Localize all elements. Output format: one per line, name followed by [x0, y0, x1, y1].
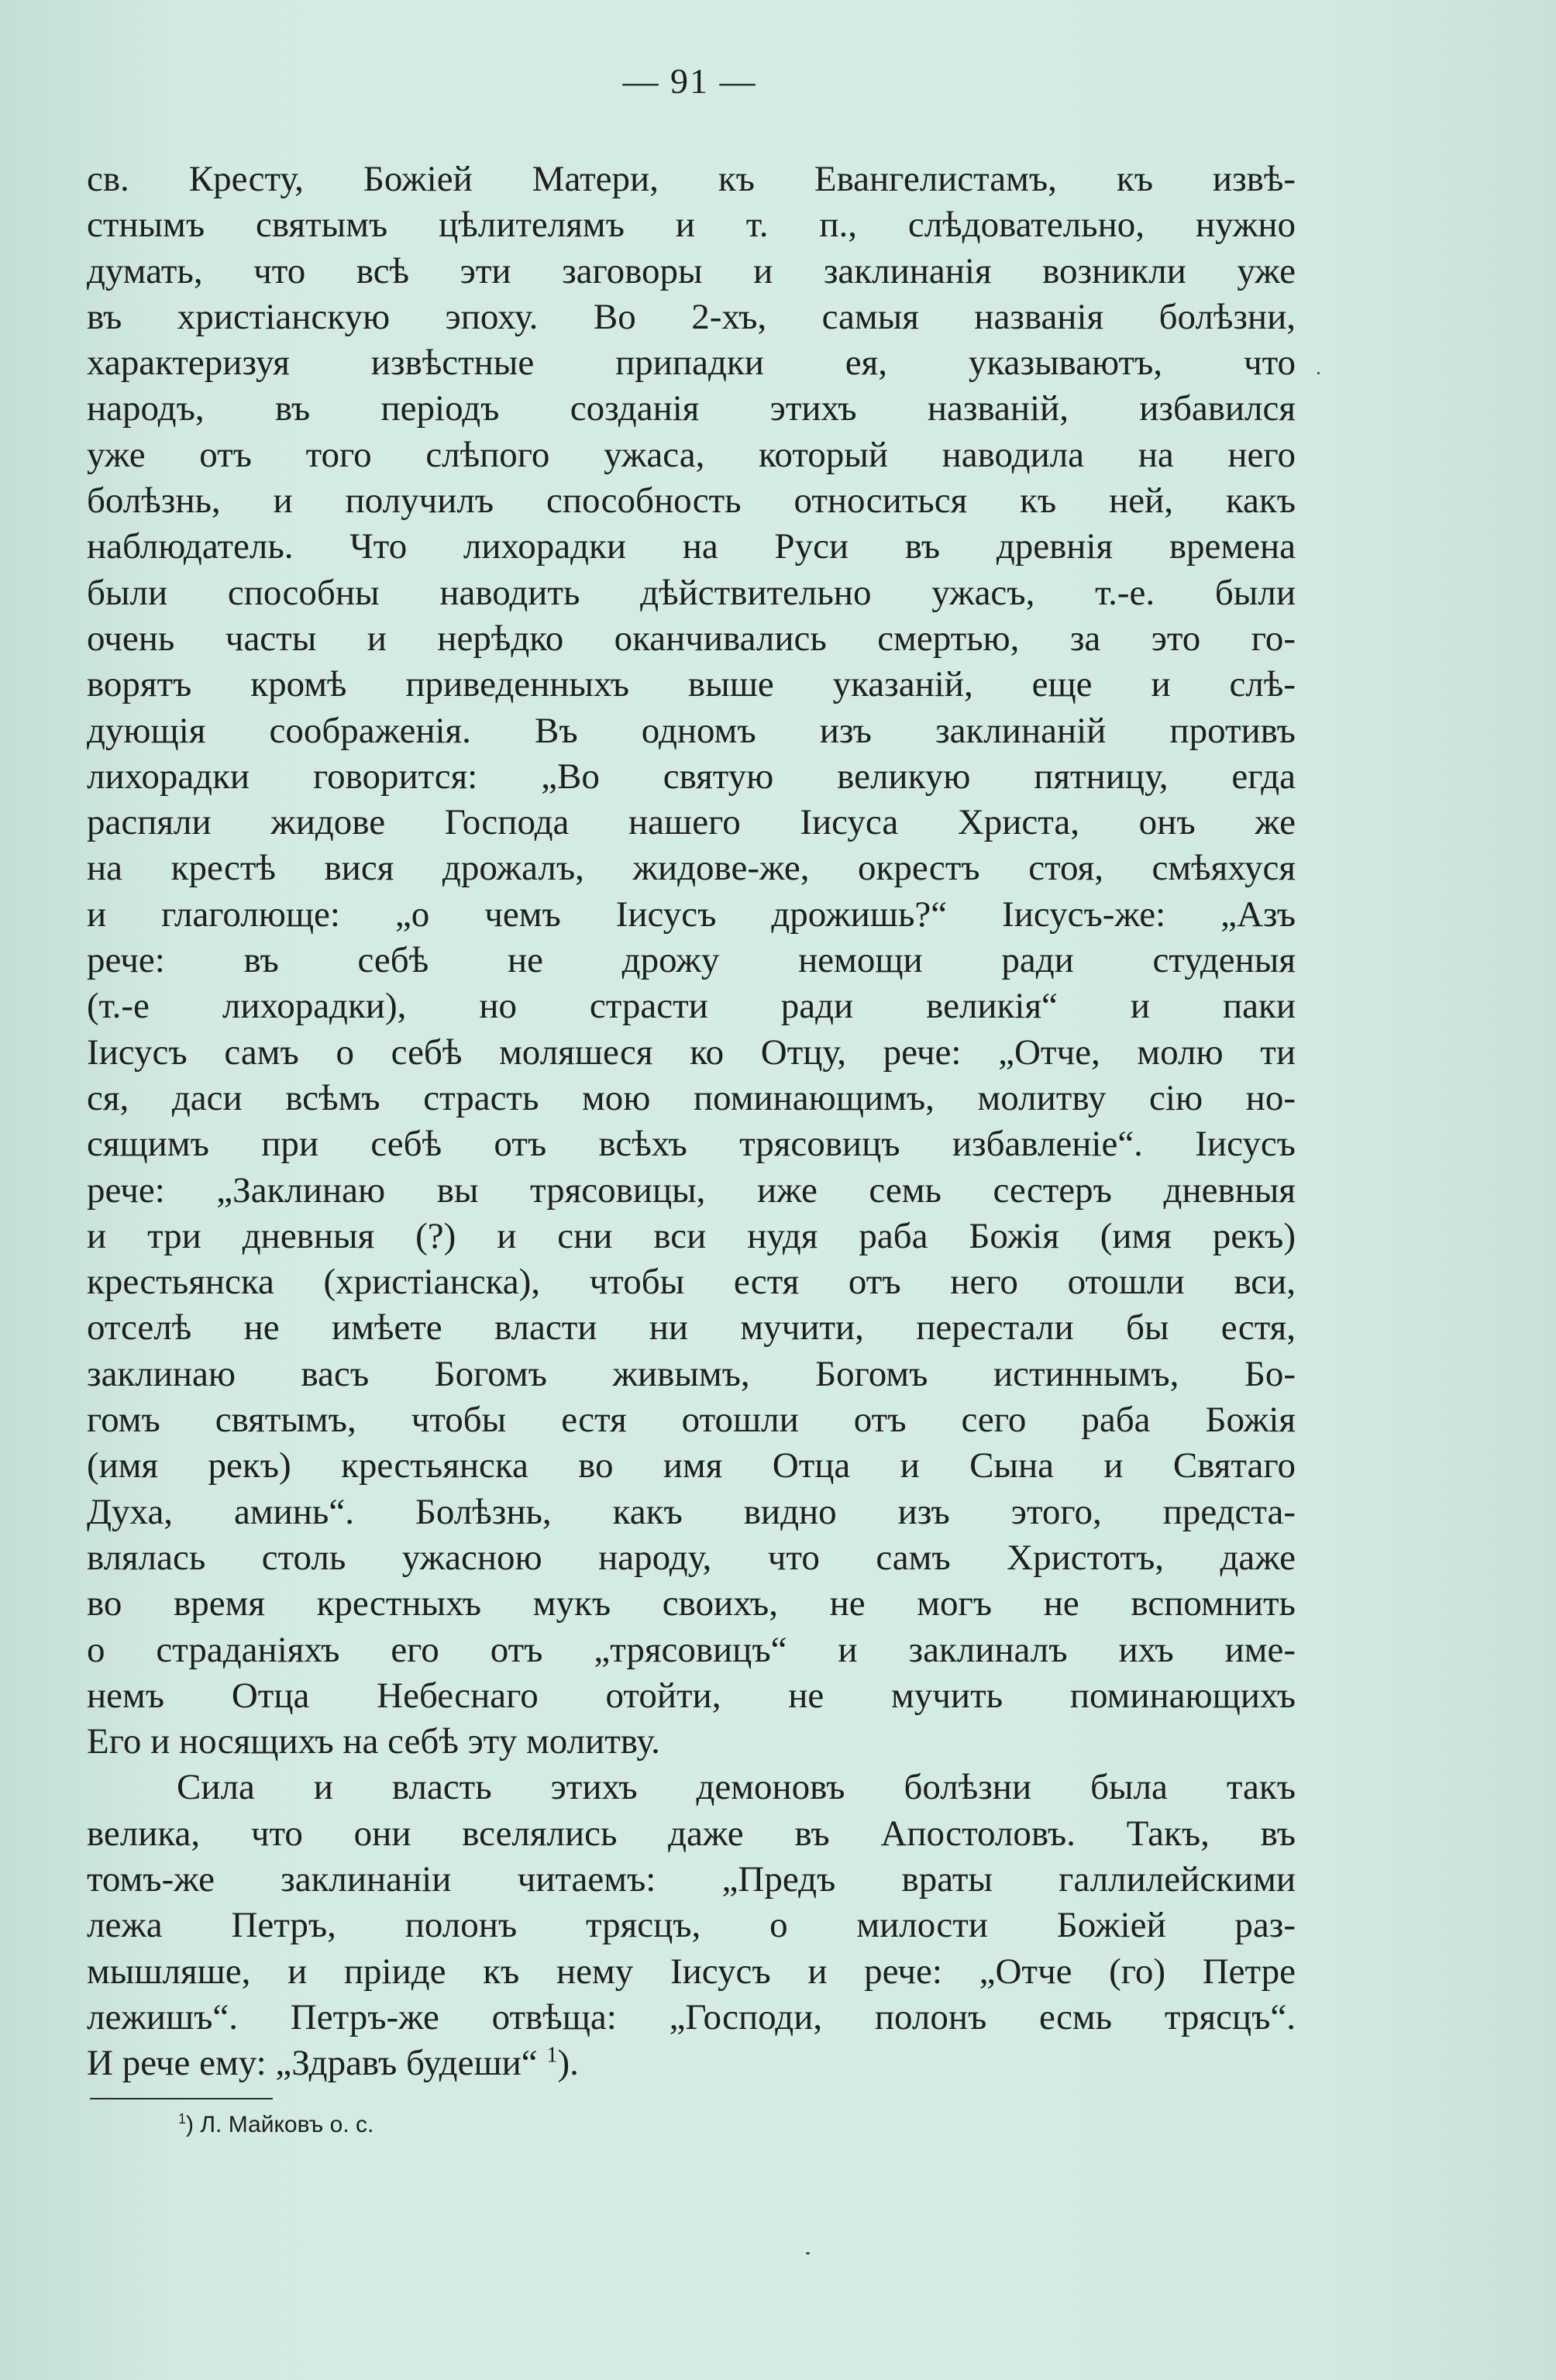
text-line: о страданіяхъ его отъ „трясовицъ“ и заклиналъ ихъ име-	[87, 1629, 1296, 1670]
footnote-divider	[90, 2098, 273, 2099]
paragraph-end-line: Его и носящихъ на себѣ эту молитву.	[87, 1721, 660, 1762]
text-line: во время крестныхъ мукъ своихъ, не могъ не вспомнить	[87, 1583, 1296, 1624]
text-line: лежа Петръ, полонъ трясцъ, о милости Божіей раз-	[87, 1905, 1296, 1946]
text-line: сящимъ при себѣ отъ всѣхъ трясовицъ избавленіе“. Іисусъ	[87, 1124, 1296, 1165]
text-line: ворятъ кромѣ приведенныхъ выше указаній, еще и слѣ-	[87, 664, 1296, 705]
text-line: Іисусъ самъ о себѣ моляшеся ко Отцу, рече: „Отче, молю ти	[87, 1032, 1296, 1073]
text-line: (имя рекъ) крестьянска во имя Отца и Сына и Святаго	[87, 1445, 1296, 1486]
text-line: въ христіанскую эпоху. Во 2-хъ, самыя названія болѣзни,	[87, 296, 1296, 337]
text-line: лежишъ“. Петръ-же отвѣща: „Господи, полонъ есмь трясцъ“.	[87, 1996, 1296, 2037]
text-line: заклинаю васъ Богомъ живымъ, Богомъ истиннымъ, Бо-	[87, 1353, 1296, 1394]
text-line: немъ Отца Небеснаго отойти, не мучить поминающихъ	[87, 1675, 1296, 1716]
text-line: лихорадки говорится: „Во святую великую пятницу, егда	[87, 756, 1296, 797]
footnote-reference-close: ).	[557, 2043, 579, 2084]
paper-speck	[1317, 372, 1320, 374]
text-line: мышляше, и пріиде къ нему Іисусъ и рече: „Отче (го) Петре	[87, 1951, 1296, 1992]
page-number: — 91 —	[622, 61, 757, 101]
final-line-text: И рече ему: „Здравъ будеши“	[87, 2043, 538, 2084]
text-line: народъ, въ періодъ созданія этихъ названій, избавился	[87, 388, 1296, 429]
footnote	[178, 2110, 374, 2141]
text-line: стнымъ святымъ цѣлителямъ и т. п., слѣдовательно, нужно	[87, 205, 1296, 246]
text-line: думать, что всѣ эти заговоры и заклинанія возникли уже	[87, 250, 1296, 291]
text-line: уже отъ того слѣпого ужаса, который наводила на него	[87, 434, 1296, 475]
footnote-reference: 1	[546, 2043, 558, 2068]
text-line: ся, даси всѣмъ страсть мою поминающимъ, молитву сію но-	[87, 1077, 1296, 1118]
text-line: (т.-е лихорадки), но страсти ради великія“ и паки	[87, 986, 1296, 1027]
text-line: на крестѣ вися дрожалъ, жидове-же, окрестъ стоя, смѣяхуся	[87, 848, 1296, 889]
text-line: распяли жидове Господа нашего Іисуса Христа, онъ же	[87, 802, 1296, 843]
text-line: Духа, аминь“. Болѣзнь, какъ видно изъ этого, предста-	[87, 1491, 1296, 1532]
paragraph-start-line: Сила и власть этихъ демоновъ болѣзни была такъ	[177, 1767, 1296, 1808]
body-text	[87, 157, 1296, 2086]
text-line: очень часты и нерѣдко оканчивались смертью, за это го-	[87, 618, 1296, 659]
text-line: томъ-же заклинаніи читаемъ: „Предъ враты галлилейскими	[87, 1858, 1296, 1900]
text-line: крестьянска (христіанска), чтобы естя отъ него отошли вси,	[87, 1262, 1296, 1303]
text-line: отселѣ не имѣете власти ни мучити, перестали бы естя,	[87, 1307, 1296, 1348]
text-line: влялась столь ужасною народу, что самъ Христотъ, даже	[87, 1537, 1296, 1578]
text-line: рече: въ себѣ не дрожу немощи ради студеныя	[87, 940, 1296, 981]
final-line	[87, 2041, 1296, 2086]
text-line: и глаголюще: „о чемъ Іисусъ дрожишь?“ Іисусъ-же: „Азъ	[87, 894, 1296, 935]
text-line: рече: „Заклинаю вы трясовицы, иже семь сестеръ дневныя	[87, 1169, 1296, 1211]
text-line: были способны наводить дѣйствительно ужасъ, т.-е. были	[87, 572, 1296, 613]
text-line: св. Кресту, Божіей Матери, къ Евангелистамъ, къ извѣ-	[87, 159, 1296, 199]
text-line: и три дневныя (?) и сни вси нудя раба Божія (имя рекъ)	[87, 1215, 1296, 1256]
text-line: характеризуя извѣстные припадки ея, указываютъ, что	[87, 343, 1296, 384]
text-line: наблюдатель. Что лихорадки на Руси въ древнія времена	[87, 526, 1296, 567]
text-line: велика, что они вселялись даже въ Апостоловъ. Такъ, въ	[87, 1813, 1296, 1854]
text-line: болѣзнь, и получилъ способность относиться къ ней, какъ	[87, 480, 1296, 522]
paper-speck	[806, 2252, 810, 2254]
footnote-text: ) Л. Майковъ о. с.	[186, 2112, 374, 2137]
text-line: дующія соображенія. Въ одномъ изъ заклинаній противъ	[87, 710, 1296, 751]
text-line: гомъ святымъ, чтобы естя отошли отъ сего раба Божія	[87, 1400, 1296, 1441]
footnote-marker: 1	[178, 2111, 187, 2127]
